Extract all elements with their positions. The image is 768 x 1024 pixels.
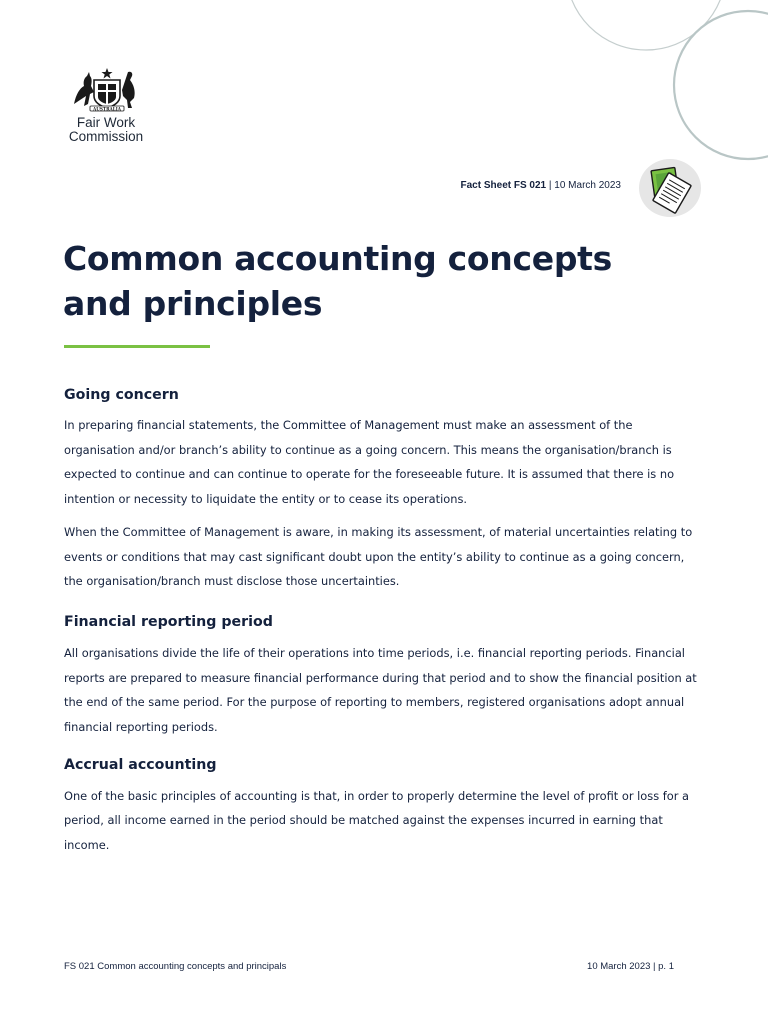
decorative-circle-small [566, 0, 726, 50]
footer-document-title: FS 021 Common accounting concepts and principals [64, 961, 287, 972]
title-underline [64, 345, 210, 348]
footer-date-page: 10 March 2023 | p. 1 [587, 961, 674, 972]
crest-banner-label: AUSTRALIA [93, 106, 121, 112]
section-paragraph: One of the basic principles of accounting is that, in order to properly determine the level of profit or loss for a period, all income earned in the period should be matched against the expenses incurred in earning that income. [64, 788, 690, 853]
section-paragraph: When the Committee of Management is aware, in making its assessment, of material uncertainties relating to events or conditions that may cast significant doubt upon the entity’s ability to continue as a going concern, the organisation/branch must disclose those uncertainties. [64, 524, 693, 589]
factsheet-date: 10 March 2023 [554, 180, 621, 191]
main-content [64, 387, 704, 858]
decorative-circle-large [674, 11, 768, 159]
section-accrual-accounting [64, 757, 704, 858]
section-financial-reporting-period [64, 614, 704, 740]
section-paragraph: In preparing financial statements, the Committee of Management must make an assessment of the organisation and/or branch’s ability to continue as a going concern. This means the organisation/branch is expected to continue and can continue to operate for the foreseeable future. It is assumed that there is no intention or necessity to liquidate the entity or to cease its operations. [64, 418, 675, 507]
factsheet-label: Fact Sheet FS 021 [460, 180, 547, 191]
fair-work-commission-logo [62, 66, 152, 144]
coat-of-arms-icon [70, 66, 144, 112]
document-stack-icon [639, 159, 701, 217]
section-heading: Financial reporting period [64, 613, 273, 630]
section-heading: Accrual accounting [64, 756, 217, 773]
section-paragraph: All organisations divide the life of their operations into time periods, i.e. financial reporting periods. Financial reports are prepared to measure financial performance during that period and to show the financial position at the end of the same period. For the purpose of reporting to members, registered organisations adopt annual financial reporting periods. [64, 645, 697, 735]
logo-text-line1: Fair Work [76, 115, 136, 130]
factsheet-separator: | [548, 180, 552, 191]
factsheet-reference [461, 180, 621, 191]
logo-text-line2: Commission [68, 129, 144, 144]
section-heading: Going concern [64, 387, 179, 403]
page-title: Common accounting concepts and principles [63, 239, 612, 323]
section-going-concern [64, 387, 704, 594]
